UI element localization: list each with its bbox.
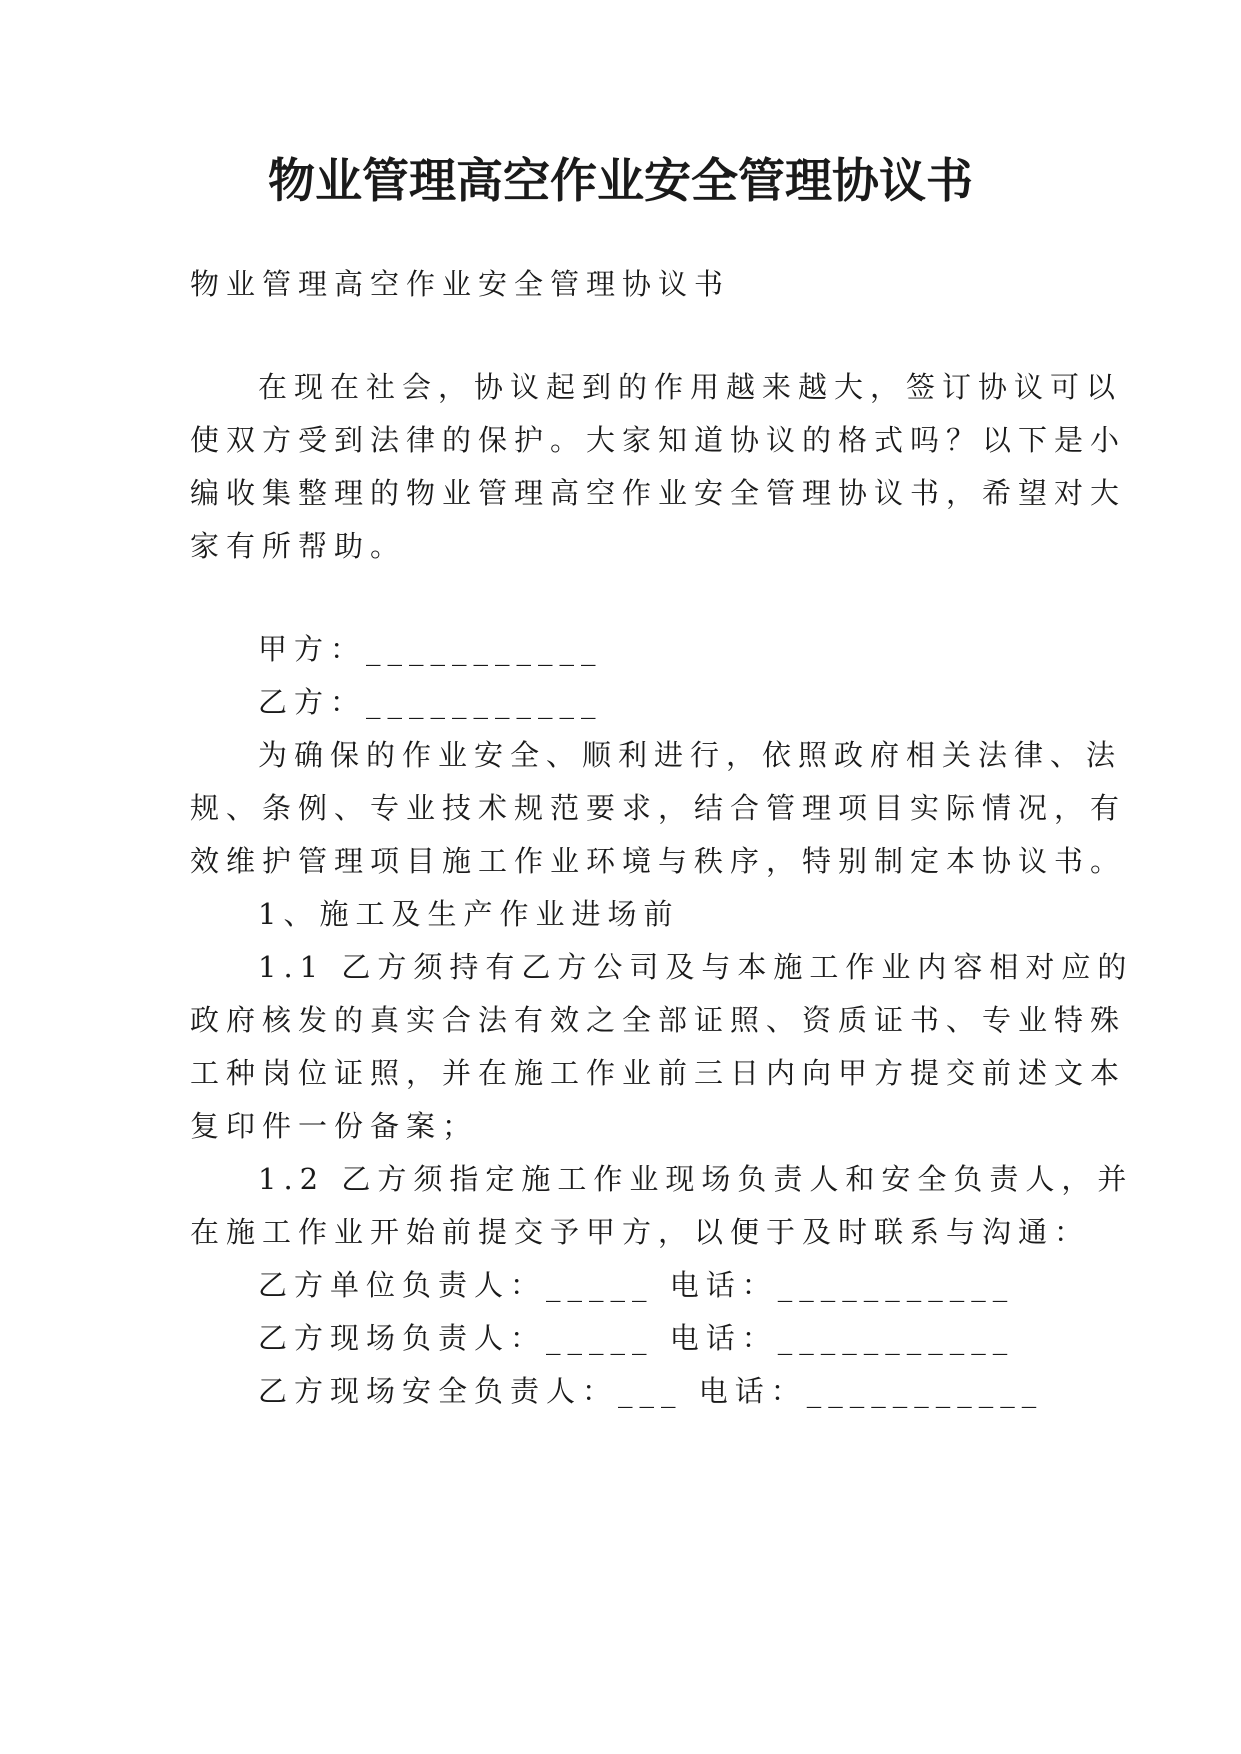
clause-1-1-line: 工种岗位证照，并在施工作业前三日内向甲方提交前述文本	[190, 1056, 1127, 1090]
document-title: 物业管理高空作业安全管理协议书	[268, 154, 973, 209]
contact-unit-leader: 乙方单位负责人：_____ 电话：___________	[258, 1268, 1015, 1302]
intro-line: 使双方受到法律的保护。大家知道协议的格式吗？以下是小	[190, 423, 1127, 457]
purpose-line: 为确保的作业安全、顺利进行，依照政府相关法律、法	[258, 738, 1123, 772]
contact-site-leader: 乙方现场负责人：_____ 电话：___________	[258, 1321, 1015, 1355]
document-subtitle: 物业管理高空作业安全管理协议书	[190, 267, 731, 301]
party-b-field: 乙方：___________	[258, 685, 603, 719]
intro-line: 编收集整理的物业管理高空作业安全管理协议书，希望对大	[190, 476, 1127, 510]
clause-1-1-line: 1.1 乙方须持有乙方公司及与本施工作业内容相对应的	[258, 950, 1134, 984]
intro-line: 在现在社会，协议起到的作用越来越大，签订协议可以	[258, 370, 1123, 404]
clause-1-2-line: 1.2 乙方须指定施工作业现场负责人和安全负责人，并	[258, 1162, 1134, 1196]
purpose-line: 规、条例、专业技术规范要求，结合管理项目实际情况，有	[190, 791, 1127, 825]
contact-safety-leader: 乙方现场安全负责人：___ 电话：___________	[258, 1374, 1044, 1408]
section-1-heading: 1、施工及生产作业进场前	[258, 897, 680, 931]
clause-1-1-line: 政府核发的真实合法有效之全部证照、资质证书、专业特殊	[190, 1003, 1127, 1037]
clause-1-2-line: 在施工作业开始前提交予甲方，以便于及时联系与沟通：	[190, 1215, 1091, 1249]
intro-line: 家有所帮助。	[190, 529, 407, 563]
clause-1-1-line: 复印件一份备案；	[190, 1109, 479, 1143]
party-a-field: 甲方：___________	[258, 632, 603, 666]
purpose-line: 效维护管理项目施工作业环境与秩序，特别制定本协议书。	[190, 844, 1127, 878]
